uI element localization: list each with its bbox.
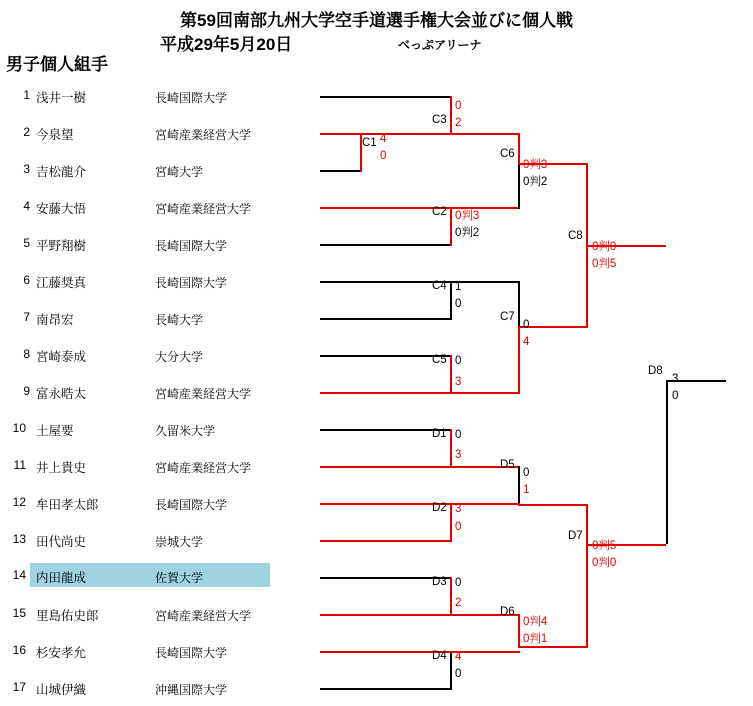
competitor-name: 田代尚史 [36, 535, 87, 549]
match-score-c7-bottom: 4 [523, 336, 530, 348]
competitor-number: 1 [23, 88, 30, 102]
bracket-line [320, 133, 360, 135]
competitor-school: 宮崎産業経営大学 [155, 461, 252, 475]
competitor-name: 杉安孝允 [36, 646, 87, 660]
bracket-line [450, 207, 452, 246]
competitor-number: 8 [23, 347, 30, 361]
match-label-d8: D8 [648, 365, 663, 377]
match-label-c6: C6 [500, 148, 515, 160]
competitor-school: 長崎国際大学 [155, 646, 228, 660]
bracket-line [360, 133, 450, 135]
match-score-c1-top: 4 [380, 133, 387, 145]
match-score-c7-top: 0 [523, 319, 530, 331]
match-score-d1-top: 0 [455, 429, 462, 441]
competitor-school: 沖縄国際大学 [155, 683, 228, 697]
match-label-c5: C5 [432, 354, 447, 366]
bracket-line [518, 504, 586, 506]
bracket-line [518, 326, 520, 394]
competitor-name: 土屋要 [36, 424, 74, 438]
competitor-number: 3 [23, 162, 30, 176]
competitor-name: 里島佑史郎 [36, 609, 99, 623]
match-label-d5: D5 [500, 459, 515, 471]
match-label-c8: C8 [568, 230, 583, 242]
competitor-number: 5 [23, 236, 30, 250]
page-title-line2: 平成29年5月20日 [160, 35, 293, 54]
match-label-d7: D7 [568, 530, 583, 542]
match-score-c8-top: 0判0 [592, 241, 617, 253]
bracket-line [450, 429, 452, 468]
bracket-line [320, 429, 450, 431]
competitor-name: 牟田孝太郎 [36, 498, 99, 512]
competitor-name: 富永晧太 [36, 387, 87, 401]
competitor-name: 平野翔樹 [36, 239, 87, 253]
match-label-c4: C4 [432, 280, 447, 292]
competitor-number: 15 [12, 606, 26, 620]
competitor-number: 11 [13, 458, 26, 472]
match-score-c1-bottom: 0 [380, 150, 387, 162]
match-label-d2: D2 [432, 502, 447, 514]
competitor-school: 佐賀大学 [155, 571, 204, 585]
section-title: 男子個人組手 [6, 55, 108, 74]
match-score-c5-bottom: 3 [455, 376, 462, 388]
competitor-school: 久留米大学 [155, 424, 216, 438]
match-label-c1: C1 [362, 137, 377, 149]
competitor-number: 17 [12, 680, 26, 694]
competitor-school: 宮崎産業経営大学 [155, 202, 252, 216]
competitor-name: 宮崎泰成 [36, 350, 87, 364]
bracket-line [320, 651, 450, 653]
competitor-name: 江藤奨真 [36, 276, 87, 290]
match-score-d3-bottom: 2 [455, 597, 462, 609]
bracket-line [518, 281, 520, 326]
match-score-c6-bottom: 0判2 [523, 176, 548, 188]
competitor-school: 長崎大学 [155, 313, 204, 327]
bracket-line [518, 614, 520, 646]
bracket-line [320, 355, 450, 357]
bracket-line [320, 688, 450, 690]
bracket-line [666, 380, 668, 544]
bracket-line [450, 651, 452, 690]
bracket-line [518, 133, 520, 163]
bracket-line [320, 207, 450, 209]
match-label-c7: C7 [500, 311, 515, 323]
venue-label: べっぷアリーナ [398, 38, 482, 52]
competitor-number: 7 [23, 310, 30, 324]
match-score-d8-bottom: 0 [672, 390, 679, 402]
bracket-line [320, 540, 450, 542]
match-score-c4-bottom: 0 [455, 298, 462, 310]
competitor-number: 13 [12, 532, 26, 546]
competitor-school: 大分大学 [155, 350, 204, 364]
match-score-d6-bottom: 0判1 [523, 633, 548, 645]
match-score-c3-top: 0 [455, 100, 462, 112]
match-label-d4: D4 [432, 650, 447, 662]
bracket-line [518, 466, 520, 504]
competitor-name: 安藤大悟 [36, 202, 87, 216]
competitor-school: 崇城大学 [155, 535, 204, 549]
bracket-line [320, 170, 360, 172]
bracket-line [586, 504, 588, 546]
match-score-d8-top: 3 [672, 373, 679, 385]
match-score-d7-bottom: 0判0 [592, 557, 617, 569]
bracket-line [518, 646, 586, 648]
competitor-school: 宮崎産業経営大学 [155, 128, 252, 142]
bracket-line [320, 281, 450, 283]
competitor-name: 山城伊織 [36, 683, 87, 697]
competitor-number: 6 [23, 273, 30, 287]
match-score-c5-top: 0 [455, 355, 462, 367]
match-label-d1: D1 [432, 428, 447, 440]
match-score-c8-bottom: 0判5 [592, 258, 617, 270]
match-score-d7-top: 0判5 [592, 540, 617, 552]
page-title-line1: 第59回南部九州大学空手道選手権大会並びに個人戦 [180, 11, 573, 30]
bracket-line [320, 503, 450, 505]
competitor-school: 宮崎大学 [155, 165, 204, 179]
bracket-line [450, 133, 520, 135]
bracket-line [320, 577, 450, 579]
competitor-school: 長崎国際大学 [155, 239, 228, 253]
match-score-c3-bottom: 2 [455, 117, 462, 129]
match-label-c3: C3 [432, 114, 447, 126]
bracket-line [320, 614, 450, 616]
bracket-line [320, 392, 450, 394]
bracket-line [450, 355, 452, 394]
match-score-c6-top: 0判3 [523, 159, 548, 171]
match-score-c4-top: 1 [455, 281, 462, 293]
competitor-name: 吉松龍介 [36, 165, 87, 179]
competitor-number: 9 [23, 384, 30, 398]
competitor-school: 長崎国際大学 [155, 91, 228, 105]
competitor-school: 宮崎産業経営大学 [155, 609, 252, 623]
competitor-name: 南昂宏 [36, 313, 74, 327]
competitor-name: 井上貴史 [36, 461, 87, 475]
match-score-d2-top: 3 [455, 503, 462, 515]
bracket-line [320, 244, 450, 246]
competitor-number: 14 [12, 568, 26, 582]
match-label-c2: C2 [432, 206, 447, 218]
competitor-school: 長崎国際大学 [155, 276, 228, 290]
match-score-d2-bottom: 0 [455, 521, 462, 533]
match-score-d3-top: 0 [455, 577, 462, 589]
bracket-line [450, 577, 452, 616]
match-score-c2-top: 0判3 [455, 210, 480, 222]
match-score-d1-bottom: 3 [455, 449, 462, 461]
competitor-school: 長崎国際大学 [155, 498, 228, 512]
competitor-number: 10 [12, 421, 26, 435]
match-score-d6-top: 0判4 [523, 616, 548, 628]
match-score-d5-bottom: 1 [523, 484, 530, 496]
match-score-d5-top: 0 [523, 467, 530, 479]
match-label-d3: D3 [432, 576, 447, 588]
competitor-number: 2 [23, 125, 30, 139]
match-label-d6: D6 [500, 606, 515, 618]
match-score-c2-bottom: 0判2 [455, 227, 480, 239]
bracket-line [586, 245, 588, 328]
bracket-line [518, 163, 520, 209]
bracket-line [320, 466, 450, 468]
bracket-line [450, 392, 520, 394]
bracket-line [320, 96, 450, 98]
competitor-name: 内田龍成 [36, 571, 87, 585]
match-score-d4-top: 4 [455, 651, 462, 663]
bracket-line [450, 281, 452, 320]
competitor-number: 16 [12, 643, 26, 657]
competitor-number: 12 [12, 495, 26, 509]
bracket-line [450, 96, 452, 135]
match-score-d4-bottom: 0 [455, 668, 462, 680]
bracket-line [320, 318, 450, 320]
competitor-name: 浅井一樹 [36, 91, 87, 105]
bracket-line [450, 503, 452, 542]
competitor-number: 4 [23, 199, 30, 213]
competitor-school: 宮崎産業経営大学 [155, 387, 252, 401]
competitor-name: 今泉望 [36, 128, 74, 142]
